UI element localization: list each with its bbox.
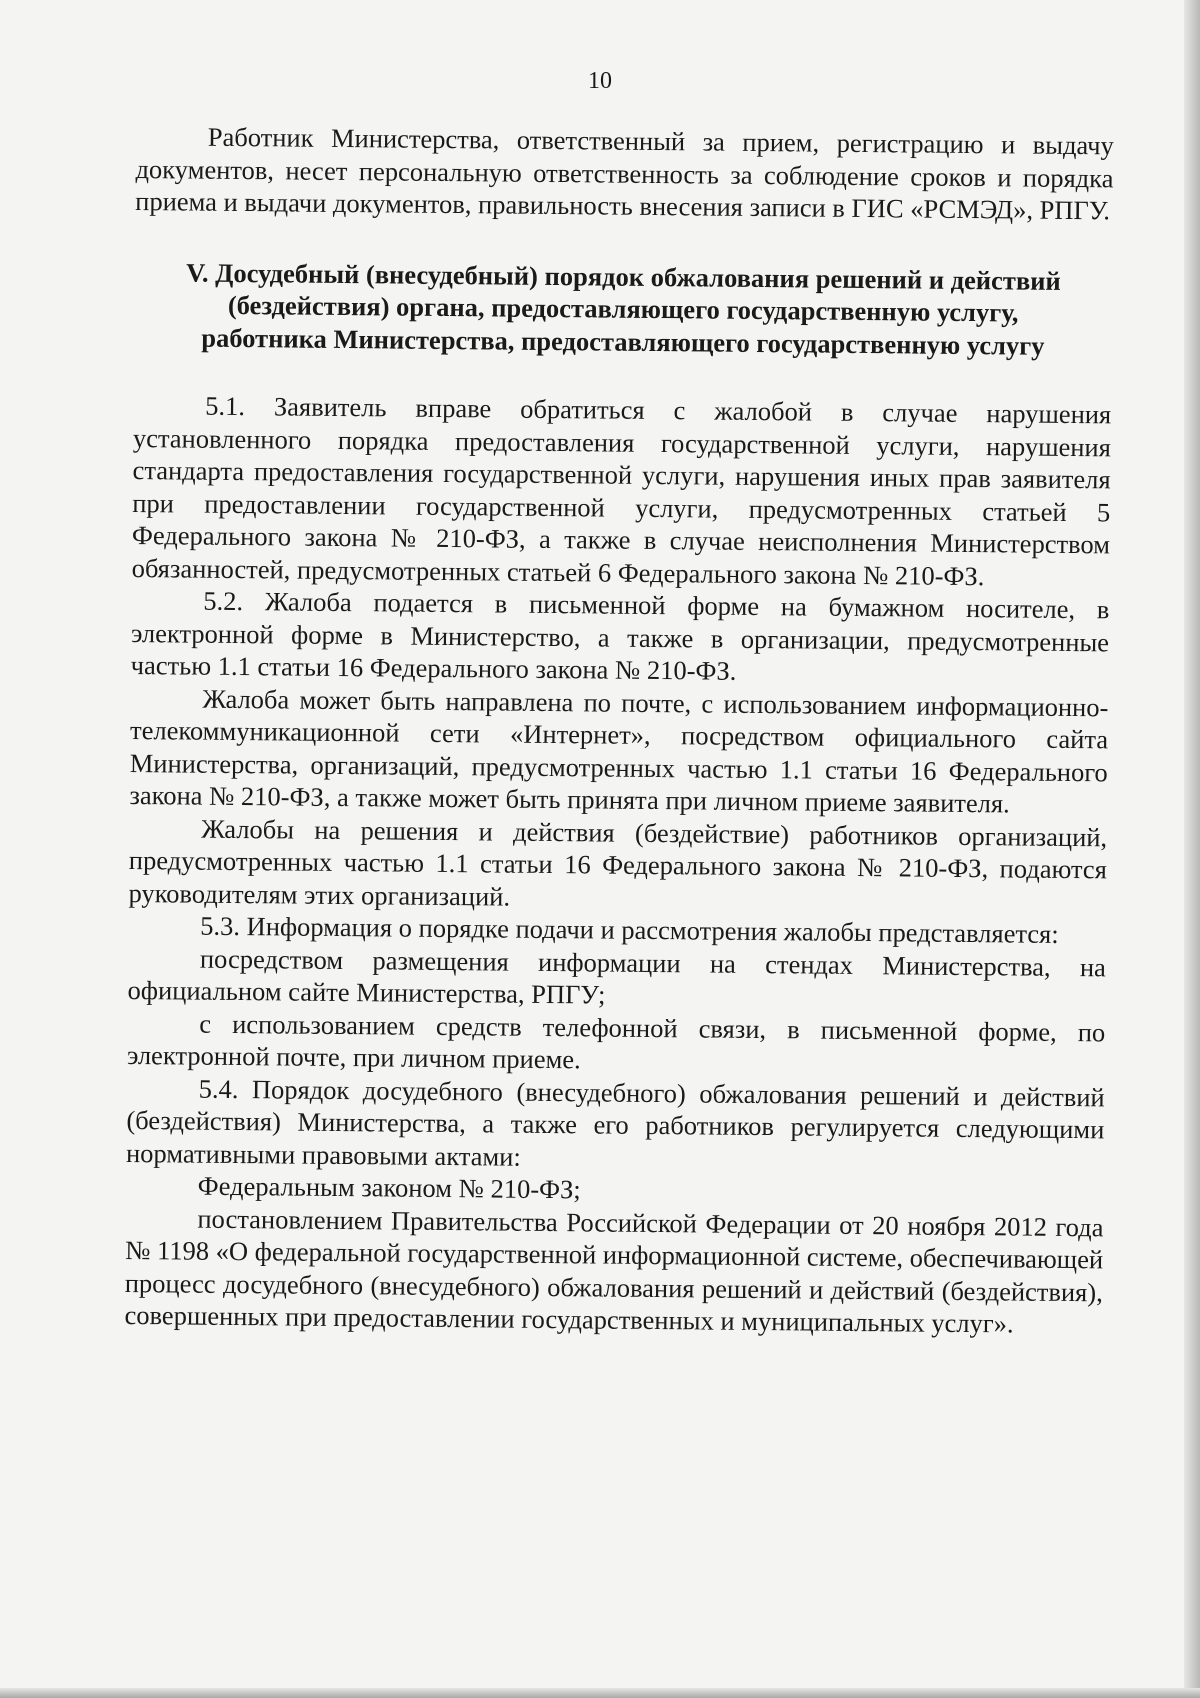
section-heading-line: (бездействия) органа, предоставляющего государственную услугу, — [227, 289, 1019, 328]
scan-edge-bottom — [0, 1688, 1200, 1698]
intro-paragraph: Работник Министерства, ответственный за прием, регистрацию и выдачу документов, несет персональную ответственность за соблюдение сроков и порядка приема и выдачи документов, правильность внесения записи в ГИС «РСМЭД», РПГУ. — [135, 121, 1114, 226]
section-heading-line: V. Досудебный (внесудебный) порядок обжалования решений и действий — [186, 256, 1061, 296]
paragraph-5-3: 5.3. Информация о порядке подачи и рассмотрения жалобы представляется: — [200, 910, 1059, 949]
section-heading — [134, 255, 1113, 362]
paragraph-complaint-delivery: Жалоба может быть направлена по почте, с использованием информационно-телекоммуникационной сети «Интернет», посредством официального сайта Министерства, организаций, предусмотренных частью 1.1 статьи 16 Федерального закона № 210-ФЗ, а также может быть принята при личном приеме заявителя. — [129, 683, 1109, 819]
paragraph-5-4: 5.4. Порядок досудебного (внесудебного) обжалования решений и действий (бездействия) Министерства, а также его работников регулируется следующими нормативными правовыми актами: — [125, 1073, 1105, 1172]
paragraph-government-resolution: постановлением Правительства Российской Федерации от 20 ноября 2012 года № 1198 «О федеральной государственной информационной системе, обеспечивающей процесс досудебного (внесудебного) обжалования решений и действий (бездействия), совершенных при предоставлении государственных и муниципальных услуг». — [124, 1203, 1104, 1339]
paragraph-federal-law: Федеральным законом № 210-ФЗ; — [197, 1170, 581, 1205]
paragraph-info-phone: с использованием средств телефонной связи, в письменной форме, по электронной почте, при личном приеме. — [126, 1008, 1106, 1075]
document-body — [124, 120, 1114, 1341]
page-number: 10 — [588, 68, 612, 94]
paragraph-5-2: 5.2. Жалоба подается в письменной форме на бумажном носителе, в электронной форме в Министерство, а также в организации, предусмотренные частью 1.1 статьи 16 Федерального закона № 210-ФЗ. — [130, 585, 1110, 686]
paragraph-5-1: 5.1. Заявитель вправе обратиться с жалобой в случае нарушения установленного порядка предоставления государственной услуги, нарушения стандарта предоставления государственной услуги, нарушения иных прав заявителя при предоставлении государственной услуги, предусмотренных статьей 5 Федерального закона № 210-ФЗ, а также в случае неисполнения Министерством обязанностей, предусмотренных статьей 6 Федерального закона № 210-ФЗ. — [131, 390, 1112, 591]
scan-edge-right — [1184, 0, 1200, 1698]
paragraph-complaints-organizations: Жалобы на решения и действия (бездействие) работников организаций, предусмотренных частью 1.1 статьи 16 Федерального закона № 210-ФЗ, подаются руководителям этих организаций. — [128, 813, 1108, 912]
section-heading-line: работника Министерства, предоставляющего государственную услугу — [201, 322, 1045, 361]
paragraph-info-stands: посредством размещения информации на стендах Министерства, на официальном сайте Министерства, РПГУ; — [127, 943, 1107, 1010]
